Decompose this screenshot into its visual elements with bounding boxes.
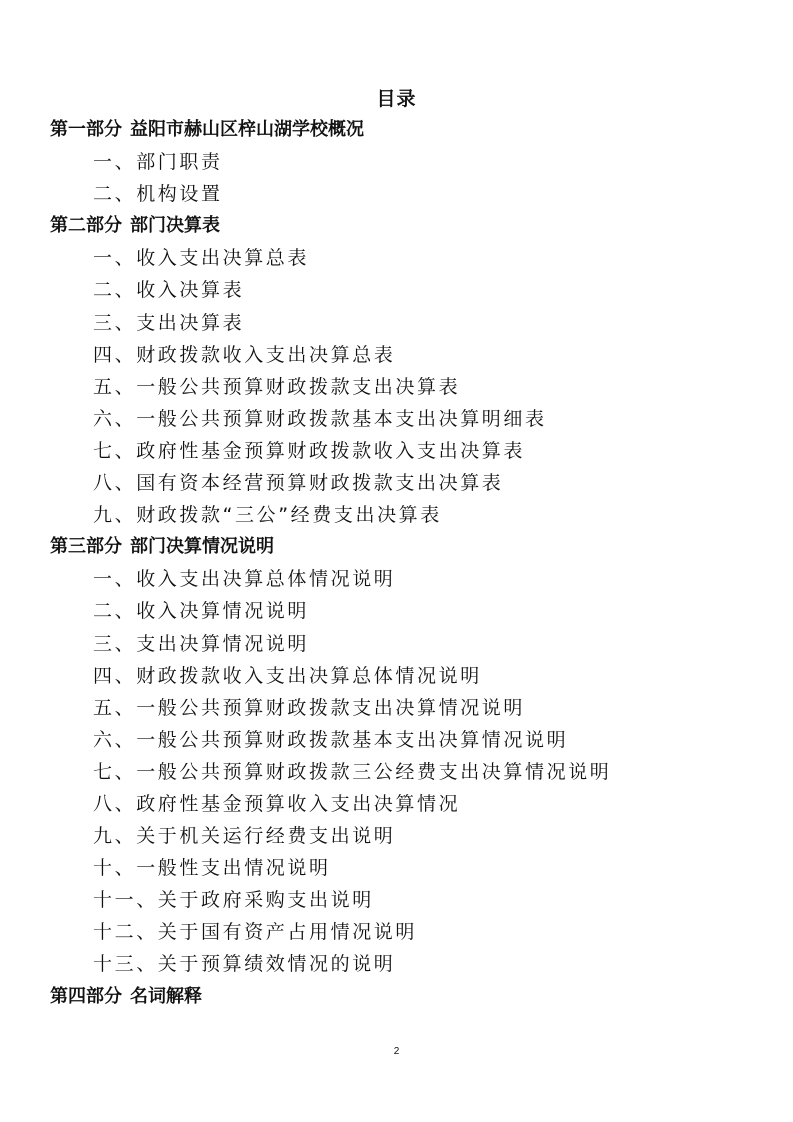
toc-entry: 一、收入支出决算总体情况说明: [93, 568, 396, 591]
toc-entry: 四、财政拨款收入支出决算总体情况说明: [93, 664, 482, 687]
toc-part-heading: [50, 210, 750, 242]
toc-entry: 九、财政拨款“三公”经费支出决算表: [93, 504, 442, 527]
part-number: 第三部分: [50, 536, 122, 558]
toc-entry: 八、政府性基金预算收入支出决算情况: [93, 792, 461, 815]
toc-entry: 十一、关于政府采购支出说明: [93, 889, 374, 912]
toc-entry: 六、一般公共预算财政拨款基本支出决算明细表: [93, 407, 547, 430]
toc-entry: 三、支出决算情况说明: [93, 632, 310, 655]
toc-entry: 七、政府性基金预算财政拨款收入支出决算表: [93, 439, 526, 462]
toc-entry: 一、部门职责: [93, 151, 223, 174]
page-number: 2: [393, 1046, 400, 1057]
toc-entry: 六、一般公共预算财政拨款基本支出决算情况说明: [93, 728, 569, 751]
table-of-contents: [50, 114, 750, 1013]
part-title: 部门决算表: [130, 215, 220, 237]
toc-entry: 十二、关于国有资产占用情况说明: [93, 921, 418, 944]
toc-entry: 五、一般公共预算财政拨款支出决算表: [93, 375, 461, 398]
part-number: 第四部分: [50, 985, 122, 1007]
toc-entry: 二、收入决算表: [93, 279, 245, 302]
toc-part-heading: [50, 114, 750, 146]
toc-entry: 九、关于机关运行经费支出说明: [93, 825, 396, 848]
part-title: 名词解释: [130, 985, 202, 1007]
part-title: 益阳市赫山区梓山湖学校概况: [130, 119, 364, 140]
toc-part-heading: [50, 981, 750, 1013]
toc-entry: 一、收入支出决算总表: [93, 247, 310, 270]
toc-entry: 二、机构设置: [93, 183, 223, 206]
toc-entry: 四、财政拨款收入支出决算总表: [93, 343, 396, 366]
toc-entry: 五、一般公共预算财政拨款支出决算情况说明: [93, 696, 526, 719]
toc-entry: 八、国有资本经营预算财政拨款支出决算表: [93, 472, 504, 495]
toc-entry: 十、一般性支出情况说明: [93, 857, 331, 880]
toc-entry: 二、收入决算情况说明: [93, 600, 310, 623]
part-title: 部门决算情况说明: [130, 536, 274, 558]
toc-entry: 三、支出决算表: [93, 311, 245, 334]
toc-title: 目录: [376, 88, 417, 110]
part-number: 第一部分: [50, 119, 122, 140]
toc-part-heading: [50, 531, 750, 563]
toc-entry: 七、一般公共预算财政拨款三公经费支出决算情况说明: [93, 760, 612, 783]
part-number: 第二部分: [50, 215, 122, 237]
toc-entry: 十三、关于预算绩效情况的说明: [93, 953, 396, 976]
